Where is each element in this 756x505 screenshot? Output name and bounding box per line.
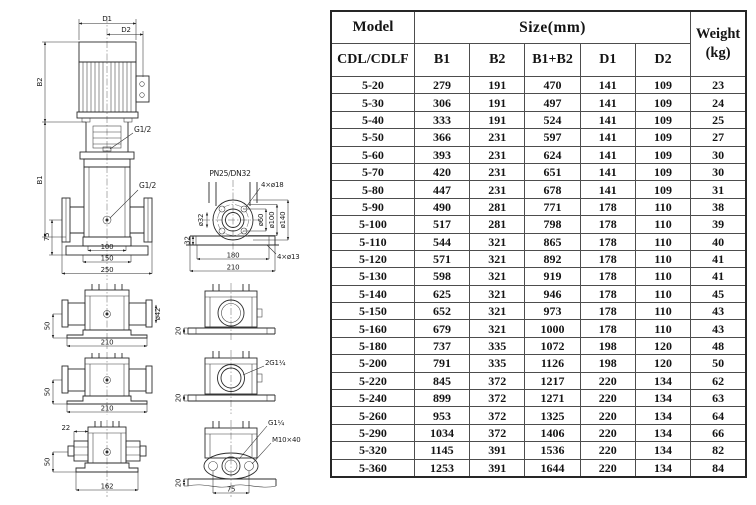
value-cell: 651 xyxy=(525,163,580,180)
table-row xyxy=(331,459,746,477)
model-cell: 5-80 xyxy=(331,181,414,198)
dim-d2-label: D2 xyxy=(121,26,131,34)
value-cell: 798 xyxy=(525,216,580,233)
value-cell: 953 xyxy=(414,407,469,424)
value-cell: 178 xyxy=(580,233,635,250)
value-cell: 191 xyxy=(470,77,525,94)
value-cell: 25 xyxy=(691,111,746,128)
table-row xyxy=(331,355,746,372)
value-cell: 366 xyxy=(414,129,469,146)
value-cell: 737 xyxy=(414,337,469,354)
value-cell: 281 xyxy=(470,216,525,233)
callout-g114-label: G1¼ xyxy=(268,419,285,427)
value-cell: 598 xyxy=(414,268,469,285)
value-cell: 109 xyxy=(635,181,690,198)
col-header-d2: D2 xyxy=(635,44,690,77)
value-cell: 652 xyxy=(414,303,469,320)
table-row xyxy=(331,129,746,146)
dim-22-label: 22 xyxy=(61,424,70,432)
value-cell: 1644 xyxy=(525,459,580,477)
table-row xyxy=(331,442,746,459)
model-cell: 5-290 xyxy=(331,424,414,441)
model-cell: 5-160 xyxy=(331,320,414,337)
header-row-1 xyxy=(331,11,746,44)
dim-210-label-2: 210 xyxy=(100,404,114,413)
value-cell: 571 xyxy=(414,250,469,267)
table-row xyxy=(331,250,746,267)
value-cell: 372 xyxy=(470,372,525,389)
dim-162-label: 162 xyxy=(100,482,114,491)
dim-180-label: 180 xyxy=(226,251,240,260)
dim-20-label-3: 20 xyxy=(174,478,183,488)
value-cell: 1000 xyxy=(525,320,580,337)
dim-250-label: 250 xyxy=(100,266,114,274)
model-cell: 5-150 xyxy=(331,303,414,320)
value-cell: 110 xyxy=(635,233,690,250)
value-cell: 120 xyxy=(635,355,690,372)
value-cell: 109 xyxy=(635,94,690,111)
value-cell: 30 xyxy=(691,146,746,163)
value-cell: 141 xyxy=(580,111,635,128)
callout-4xd13-label: 4×ø13 xyxy=(277,253,300,261)
value-cell: 1126 xyxy=(525,355,580,372)
value-cell: 678 xyxy=(525,181,580,198)
col-header-size-group: Size(mm) xyxy=(414,11,690,44)
value-cell: 38 xyxy=(691,198,746,215)
pump-drawing-svg xyxy=(0,0,332,500)
dim-210-label-1: 210 xyxy=(100,338,114,347)
value-cell: 109 xyxy=(635,163,690,180)
dim-b2-label: B2 xyxy=(36,77,44,87)
dimension-table xyxy=(330,10,747,478)
table-row xyxy=(331,303,746,320)
dim-50-label-3: 50 xyxy=(43,457,52,467)
value-cell: 333 xyxy=(414,111,469,128)
value-cell: 231 xyxy=(470,129,525,146)
table-row xyxy=(331,216,746,233)
value-cell: 231 xyxy=(470,163,525,180)
table-row xyxy=(331,146,746,163)
value-cell: 178 xyxy=(580,250,635,267)
value-cell: 372 xyxy=(470,407,525,424)
port-view-1 xyxy=(175,283,276,342)
model-cell: 5-60 xyxy=(331,146,414,163)
dim-150-label: 150 xyxy=(100,254,114,263)
value-cell: 198 xyxy=(580,355,635,372)
dim-210-flange-label: 210 xyxy=(226,263,240,272)
value-cell: 141 xyxy=(580,163,635,180)
col-header-model-series: CDL/CDLF xyxy=(331,44,414,77)
value-cell: 62 xyxy=(691,372,746,389)
dim-d1-label: D1 xyxy=(102,15,112,23)
value-cell: 220 xyxy=(580,424,635,441)
model-cell: 5-30 xyxy=(331,94,414,111)
value-cell: 447 xyxy=(414,181,469,198)
callout-g12-top-label: G1/2 xyxy=(134,125,152,134)
side-view-2 xyxy=(44,352,153,415)
weight-label-top: Weight xyxy=(695,26,741,43)
value-cell: 231 xyxy=(470,146,525,163)
model-cell: 5-90 xyxy=(331,198,414,215)
dim-b1-label: B1 xyxy=(36,175,44,185)
value-cell: 82 xyxy=(691,442,746,459)
value-cell: 141 xyxy=(580,129,635,146)
value-cell: 281 xyxy=(470,198,525,215)
front-view xyxy=(36,15,157,280)
value-cell: 1536 xyxy=(525,442,580,459)
dim-100-label: 100 xyxy=(100,243,114,251)
value-cell: 391 xyxy=(470,442,525,459)
value-cell: 372 xyxy=(470,424,525,441)
value-cell: 63 xyxy=(691,390,746,407)
value-cell: 335 xyxy=(470,337,525,354)
value-cell: 1145 xyxy=(414,442,469,459)
value-cell: 27 xyxy=(691,129,746,146)
value-cell: 134 xyxy=(635,424,690,441)
value-cell: 517 xyxy=(414,216,469,233)
value-cell: 141 xyxy=(580,94,635,111)
port-view-3 xyxy=(175,419,301,497)
dim-50-label-1: 50 xyxy=(43,321,52,331)
dim-32-label: 32 xyxy=(183,236,192,245)
value-cell: 791 xyxy=(414,355,469,372)
value-cell: 899 xyxy=(414,390,469,407)
model-cell: 5-120 xyxy=(331,250,414,267)
value-cell: 391 xyxy=(470,459,525,477)
callout-2g114-label: 2G1¼ xyxy=(265,359,286,367)
value-cell: 335 xyxy=(470,355,525,372)
value-cell: 109 xyxy=(635,129,690,146)
value-cell: 109 xyxy=(635,111,690,128)
value-cell: 178 xyxy=(580,285,635,302)
model-cell: 5-320 xyxy=(331,442,414,459)
model-cell: 5-180 xyxy=(331,337,414,354)
table-row xyxy=(331,320,746,337)
col-header-b1: B1 xyxy=(414,44,469,77)
value-cell: 178 xyxy=(580,268,635,285)
dim-d60-label: ø60 xyxy=(257,213,265,227)
value-cell: 134 xyxy=(635,372,690,389)
value-cell: 321 xyxy=(470,250,525,267)
table-row xyxy=(331,233,746,250)
value-cell: 865 xyxy=(525,233,580,250)
value-cell: 110 xyxy=(635,320,690,337)
value-cell: 178 xyxy=(580,320,635,337)
value-cell: 279 xyxy=(414,77,469,94)
value-cell: 110 xyxy=(635,216,690,233)
value-cell: 321 xyxy=(470,303,525,320)
value-cell: 141 xyxy=(580,181,635,198)
value-cell: 597 xyxy=(525,129,580,146)
value-cell: 220 xyxy=(580,442,635,459)
value-cell: 321 xyxy=(470,233,525,250)
table-row xyxy=(331,424,746,441)
callout-g12-side-label: G1/2 xyxy=(139,181,157,190)
col-header-b2: B2 xyxy=(470,44,525,77)
value-cell: 64 xyxy=(691,407,746,424)
value-cell: 48 xyxy=(691,337,746,354)
value-cell: 973 xyxy=(525,303,580,320)
model-cell: 5-50 xyxy=(331,129,414,146)
value-cell: 470 xyxy=(525,77,580,94)
side-view-3 xyxy=(44,420,147,497)
value-cell: 231 xyxy=(470,181,525,198)
value-cell: 110 xyxy=(635,285,690,302)
value-cell: 321 xyxy=(470,320,525,337)
pump-technical-drawing xyxy=(0,0,332,500)
dim-d32-label: ø32 xyxy=(197,213,205,227)
value-cell: 220 xyxy=(580,372,635,389)
value-cell: 490 xyxy=(414,198,469,215)
value-cell: 43 xyxy=(691,320,746,337)
value-cell: 321 xyxy=(470,285,525,302)
value-cell: 110 xyxy=(635,198,690,215)
value-cell: 1406 xyxy=(525,424,580,441)
weight-label-unit: (kg) xyxy=(705,45,731,61)
value-cell: 134 xyxy=(635,407,690,424)
model-cell: 5-20 xyxy=(331,77,414,94)
flange-title-label: PN25/DN32 xyxy=(209,169,251,178)
col-header-b1b2: B1+B2 xyxy=(525,44,580,77)
table-row xyxy=(331,285,746,302)
value-cell: 524 xyxy=(525,111,580,128)
value-cell: 39 xyxy=(691,216,746,233)
port-view-2 xyxy=(175,350,286,414)
model-cell: 5-360 xyxy=(331,459,414,477)
callout-m10x40-label: M10×40 xyxy=(272,436,301,444)
model-cell: 5-140 xyxy=(331,285,414,302)
model-cell: 5-40 xyxy=(331,111,414,128)
callout-4xd18-label: 4×ø18 xyxy=(261,181,284,189)
model-cell: 5-200 xyxy=(331,355,414,372)
col-header-weight xyxy=(691,11,746,77)
value-cell: 110 xyxy=(635,250,690,267)
value-cell: 625 xyxy=(414,285,469,302)
table-row xyxy=(331,181,746,198)
value-cell: 306 xyxy=(414,94,469,111)
value-cell: 1253 xyxy=(414,459,469,477)
value-cell: 50 xyxy=(691,355,746,372)
header-row-2 xyxy=(331,44,746,77)
model-cell: 5-260 xyxy=(331,407,414,424)
model-cell: 5-100 xyxy=(331,216,414,233)
dim-20-label-2: 20 xyxy=(174,393,183,403)
value-cell: 178 xyxy=(580,216,635,233)
value-cell: 771 xyxy=(525,198,580,215)
value-cell: 178 xyxy=(580,198,635,215)
value-cell: 946 xyxy=(525,285,580,302)
value-cell: 134 xyxy=(635,442,690,459)
value-cell: 220 xyxy=(580,390,635,407)
value-cell: 679 xyxy=(414,320,469,337)
value-cell: 178 xyxy=(580,303,635,320)
value-cell: 110 xyxy=(635,268,690,285)
value-cell: 31 xyxy=(691,181,746,198)
value-cell: 110 xyxy=(635,303,690,320)
value-cell: 1325 xyxy=(525,407,580,424)
value-cell: 1034 xyxy=(414,424,469,441)
value-cell: 1271 xyxy=(525,390,580,407)
dim-75-bottom-label: 75 xyxy=(226,485,236,494)
model-cell: 5-130 xyxy=(331,268,414,285)
value-cell: 23 xyxy=(691,77,746,94)
value-cell: 393 xyxy=(414,146,469,163)
value-cell: 84 xyxy=(691,459,746,477)
side-view-1 xyxy=(44,283,163,349)
dim-20-label-1: 20 xyxy=(174,326,183,336)
value-cell: 134 xyxy=(635,390,690,407)
value-cell: 372 xyxy=(470,390,525,407)
table-body xyxy=(331,77,746,477)
value-cell: 624 xyxy=(525,146,580,163)
value-cell: 109 xyxy=(635,146,690,163)
value-cell: 1217 xyxy=(525,372,580,389)
value-cell: 66 xyxy=(691,424,746,441)
spec-table xyxy=(330,10,747,478)
value-cell: 30 xyxy=(691,163,746,180)
value-cell: 321 xyxy=(470,268,525,285)
value-cell: 141 xyxy=(580,77,635,94)
value-cell: 24 xyxy=(691,94,746,111)
value-cell: 191 xyxy=(470,111,525,128)
model-cell: 5-110 xyxy=(331,233,414,250)
value-cell: 191 xyxy=(470,94,525,111)
value-cell: 40 xyxy=(691,233,746,250)
table-row xyxy=(331,337,746,354)
table-header xyxy=(331,11,746,77)
value-cell: 420 xyxy=(414,163,469,180)
table-row xyxy=(331,390,746,407)
value-cell: 845 xyxy=(414,372,469,389)
value-cell: 892 xyxy=(525,250,580,267)
value-cell: 497 xyxy=(525,94,580,111)
value-cell: 141 xyxy=(580,146,635,163)
value-cell: 220 xyxy=(580,407,635,424)
value-cell: 109 xyxy=(635,77,690,94)
value-cell: 120 xyxy=(635,337,690,354)
table-row xyxy=(331,372,746,389)
value-cell: 41 xyxy=(691,268,746,285)
model-cell: 5-240 xyxy=(331,390,414,407)
col-header-d1: D1 xyxy=(580,44,635,77)
table-row xyxy=(331,268,746,285)
flange-view xyxy=(184,169,300,272)
table-row xyxy=(331,163,746,180)
value-cell: 45 xyxy=(691,285,746,302)
table-row xyxy=(331,94,746,111)
table-row xyxy=(331,77,746,94)
dim-d42-label: ø42 xyxy=(154,307,162,321)
model-cell: 5-220 xyxy=(331,372,414,389)
value-cell: 134 xyxy=(635,459,690,477)
value-cell: 544 xyxy=(414,233,469,250)
dim-75-label: 75 xyxy=(43,232,51,242)
table-row xyxy=(331,198,746,215)
dim-d100-label: ø100 xyxy=(268,211,276,229)
value-cell: 198 xyxy=(580,337,635,354)
table-row xyxy=(331,407,746,424)
table-row xyxy=(331,111,746,128)
value-cell: 1072 xyxy=(525,337,580,354)
value-cell: 919 xyxy=(525,268,580,285)
value-cell: 43 xyxy=(691,303,746,320)
value-cell: 41 xyxy=(691,250,746,267)
col-header-model: Model xyxy=(331,11,414,44)
dim-50-label-2: 50 xyxy=(43,387,52,397)
model-cell: 5-70 xyxy=(331,163,414,180)
value-cell: 220 xyxy=(580,459,635,477)
dim-d140-label: ø140 xyxy=(279,211,287,229)
